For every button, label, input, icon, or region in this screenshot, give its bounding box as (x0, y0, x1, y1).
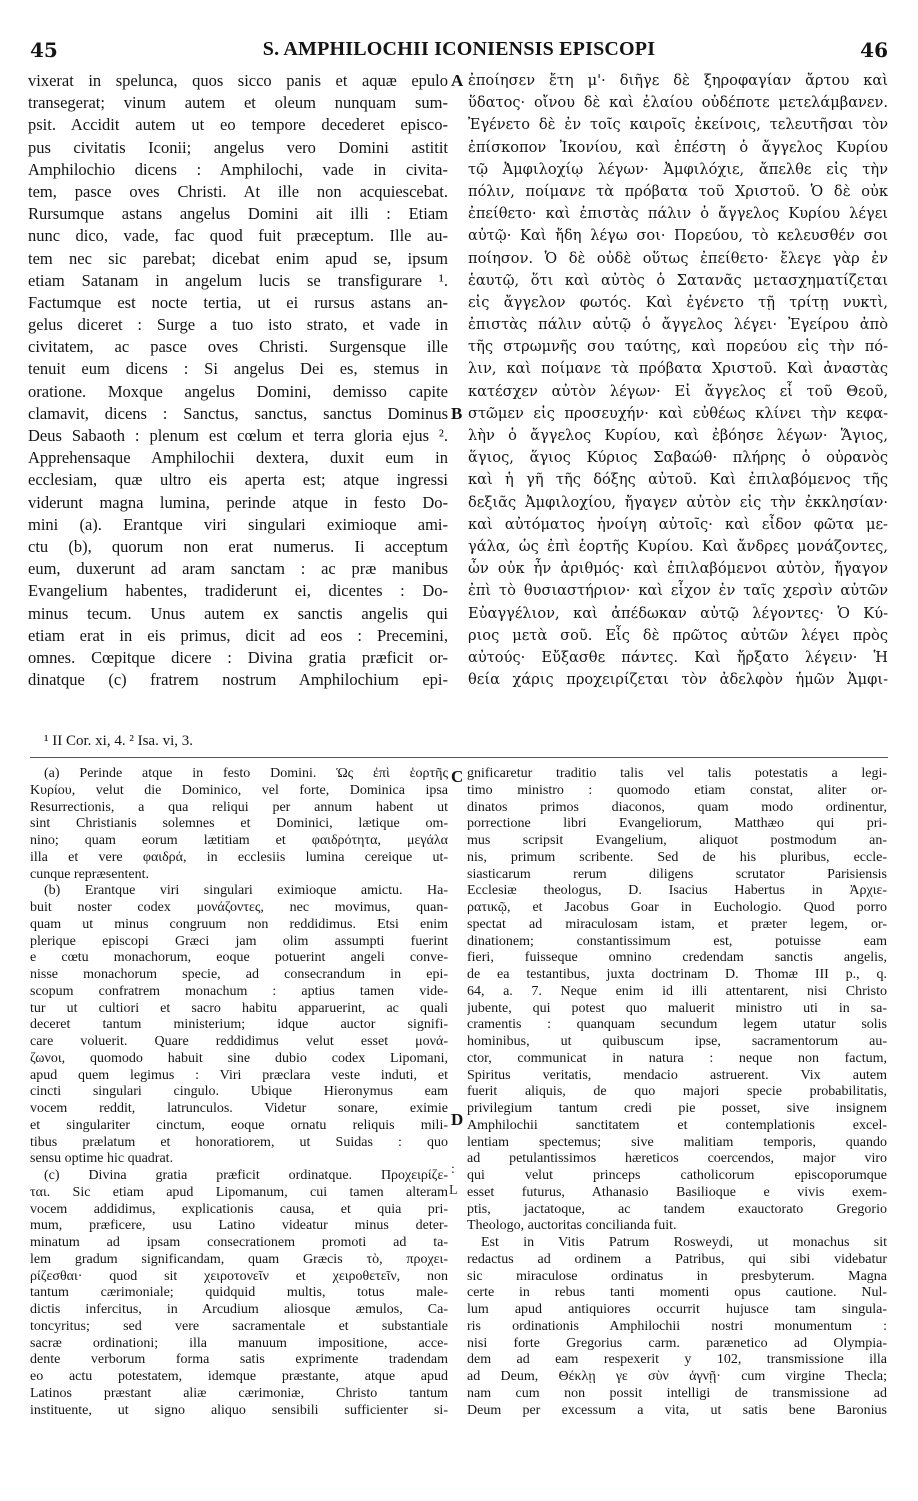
greek-line: καὶ ἡ γῆ τῆς δόξης αὐτοῦ. Καὶ ἐπιλαβόμενος τῆς (468, 471, 888, 489)
latin-line: Factumque est nocte tertia, ut ei rursus astans an- (28, 292, 448, 312)
note-line: tur ut cultiori et sacro habitu apparuerint, ac quali (30, 1000, 448, 1016)
greek-line: Ἐγένετο δὲ ἐν τοῖς καιροῖς ἐκείνοις, τελευτῆσαι τὸν (468, 116, 888, 134)
latin-line: ctu (b), quorum non erat numerus. Ii acceptum (28, 536, 448, 556)
latin-line: Amphilochio dicens : Amphilochi, vade in civita- (28, 159, 448, 179)
note-line: cramentis : quanquam secundum legem utatur solis (467, 1017, 887, 1033)
latin-line: etiam erat in eis primus, dicit ad eos : Precemini, (28, 625, 448, 645)
note-line: qui velut princeps catholicorum episcoporumque (467, 1168, 887, 1183)
greek-line: αὐτούς· Εὔξασθε πάντες. Καὶ ἤρξατο λέγειν· Ἡ (468, 648, 888, 666)
note-line: instituente, ut signo aliquo sensibili sufficienter si- (30, 1402, 448, 1418)
notes-divider (30, 757, 888, 758)
margin-marker-d: D (451, 1110, 464, 1129)
note-line: Κυρίου, velut die Dominico, vel forte, Dominica ipsa (30, 782, 448, 798)
latin-line: omnes. Cœpitque dicere : Divina gratia præficit or- (28, 647, 448, 667)
note-line: lentiam spectemus; sive malitiam temporis, quando (467, 1134, 887, 1150)
greek-line: στῶμεν εἰς προσευχήν· καὶ εὐθέως κλίνει τὴν κεφα- (468, 404, 888, 422)
note-line: ad Deum, Θέκλῃ γε σὺν ἁγνῇ· cum virgine Thecla; (467, 1369, 887, 1384)
stray-mark-l: L (449, 1183, 458, 1198)
greek-line: ποίησον. Ὁ δὲ οὐδὲ οὕτως ἐπείθετο· ἔλεγε γὰρ ἐν (468, 249, 888, 267)
note-line: sic miraculose ordinatus in presbyterum. Magna (467, 1268, 887, 1284)
note-line: jubente, qui potest quo maluerit ministro uti in sa- (467, 1000, 887, 1016)
note-line: mum, præficere, usu Latino videatur minus deter- (30, 1218, 448, 1234)
notes-left-column (30, 766, 448, 1419)
latin-line: Deus Sabaoth : plenum est cœlum et terra gloria ejus ². (28, 426, 448, 445)
latin-line: oratione. Moxque angelus Domini, demisso capite (28, 381, 448, 401)
latin-line: Apprehensaque Amphilochii dextera, duxit eum in (28, 448, 448, 468)
latin-line: nunc dico, vade, fac quod fuit præceptum. Ille au- (28, 226, 448, 246)
note-line: sacræ ordinationi; illa manuum impositione, acce- (30, 1335, 448, 1351)
note-line: hominibus, ut quibuscum ipse, sacramentorum au- (467, 1034, 887, 1049)
note-line: sint Christianis solemnes et Dominici, lætique om- (30, 816, 448, 832)
note-line: siasticarum rerum diligens scrutator Parisiensis (467, 866, 887, 882)
greek-line: ἐπίσκοπον Ἰκονίου, καὶ ἐπέστη ὁ ἄγγελος Κυρίου (468, 138, 888, 156)
greek-line: πόλιν, ποίμανε τὰ πρόβατα τοῦ Χριστοῦ. Ὁ δὲ οὐκ (468, 182, 888, 200)
note-line: sensu optime hic quadrat. (30, 1151, 174, 1167)
note-line: nisi forte Gregorius carm. parænetico ad Olympia- (467, 1335, 887, 1351)
latin-line: eum, duxerunt ad aram sanctam : ac præ manibus (28, 559, 448, 579)
note-line: quam ut minus congruum non reddidimus. Etsi enim (30, 916, 448, 932)
note-line: privilegium tantum credi pie posset, sive insignem (467, 1101, 887, 1116)
note-line: Latinos præstant aliæ cærimoniæ, Christo tantum (30, 1385, 448, 1401)
margin-marker-b: B (451, 404, 463, 423)
note-line: lem gradum significandam, quam Græcis τὸ, προχει- (30, 1251, 448, 1267)
note-line: ζωνοι, quomodo habuit sine dubio codex Lipomani, (30, 1050, 448, 1066)
greek-line: καὶ αὐτόματος ἠνοίγη αὐτοῖς· καὶ εἶδον φῶτα με- (468, 515, 888, 533)
note-line: illa et vere φαιδρά, in ecclesiis lumina cereique ut- (30, 849, 448, 865)
note-line: dinationem; constantissimum est, potuisse eam (467, 933, 887, 949)
note-line: (a) Perinde atque in festo Domini. Ὡς ἐπὶ ἑορτῆς (44, 766, 448, 781)
note-line: 64, a. 7. Neque enim id illi attentarent, nisi Christo (467, 983, 887, 999)
note-line: tantum cærimoniale; quidquid multis, totus male- (30, 1285, 448, 1301)
latin-line: gelus diceret : Surge a tuo isto strato, et vade in (28, 315, 448, 335)
note-line: spectat ad miraculosam istam, et præter legem, or- (467, 916, 887, 932)
latin-line: Evangelium habentes, tradiderunt ei, dicentes : Do- (28, 581, 448, 601)
note-line: ris ordinationis Amphilochii nostri monumentum : (467, 1318, 887, 1334)
note-line: vocem addidimus, explicationis causa, et quia pri- (30, 1201, 448, 1217)
note-line: redactus ad ordinem a Patribus, qui sibi videbatur (467, 1251, 887, 1267)
note-line: nisse monachorum specie, ad consecrandum in epi- (30, 967, 448, 982)
greek-line: κατέσχεν αὐτὸν λέγων· Εἰ ἄγγελος εἶ τοῦ Θεοῦ, (468, 382, 888, 400)
page-number-left: 45 (30, 38, 58, 62)
note-line: dem ad eam respexerit y 102, transmissione illa (467, 1352, 887, 1368)
greek-line: λὴν ὁ ἄγγελος Κυρίου, καὶ ἐβόησε λέγων· Ἅγιος, (468, 427, 888, 444)
greek-line: εἰς ἄγγελον φωτός. Καὶ ἐγένετο τῇ τρίτῃ νυκτὶ, (468, 293, 888, 311)
stray-mark-colon: : (451, 1162, 455, 1177)
note-line: tibus prælatum et honoratiorem, ut Suidas : quo (30, 1134, 448, 1150)
note-line: cunque repræsentent. (30, 866, 149, 882)
latin-line: ecclesiam, quæ ultro eis aperta est; atque ingressi (28, 470, 448, 490)
note-line: ptis, jactatoque, ac tandem exauctorato Gregorio (467, 1201, 887, 1217)
note-line: certe in rebus tanti momenti opus cautione. Nul- (467, 1285, 887, 1301)
note-line: e cœtu monachorum, eoque potuerint angeli conve- (30, 950, 448, 966)
page-number-right: 46 (860, 38, 888, 62)
note-line: dente verborum forma satis exprimente tradendam (30, 1352, 448, 1368)
note-line: ται. Sic etiam apud Lipomanum, cui tamen alteram (30, 1184, 448, 1200)
greek-line: ἐπὶ τὸ θυσιαστήριον· καὶ εἶχον ἐν ταῖς χερσὶν αὐτῶν (468, 582, 888, 600)
note-line: nis, primum scribente. Sed de his pluribus, eccle- (467, 849, 887, 865)
note-line: minatum ad ipsam consecrationem promoti ad ta- (30, 1235, 448, 1250)
note-line: dinatos primos diaconos, quam modo ordinentur, (467, 799, 887, 815)
note-line: et singulariter cinctum, eoque ornatu reliquis mili- (30, 1117, 448, 1133)
note-line: toncyritus; sed vere sacramentale et substantiale (30, 1318, 448, 1334)
note-line: nino; quam eorum lætitiam et φαιδρότητα, μεγάλα (30, 833, 448, 848)
greek-line: αὐτῷ· Καὶ ἤδη λέγω σοι· Πορεύου, τὸ κελευσθέν σοι (468, 227, 888, 245)
greek-line: τῷ Ἀμφιλοχίῳ λέγων· Ἀμφιλόχιε, ἄπελθε εἰς τὴν (468, 160, 888, 178)
note-line: Resurrectionis, a qua reliqui per annum habent ut (30, 799, 448, 815)
latin-line: minus tecum. Unus autem ex sanctis angelis qui (28, 603, 448, 623)
greek-line: ριος μετὰ σοῦ. Εἷς δὲ πρῶτος αὐτῶν λέγει πρὸς (468, 626, 888, 644)
greek-line: Εὐαγγέλιον, καὶ ἀπέδωκαν αὐτῷ λέγοντες· Ὁ Κύ- (468, 604, 888, 622)
greek-text-column (468, 70, 888, 691)
note-line: esset futurus, Athanasio Basilioque e vivis exem- (467, 1184, 887, 1200)
note-line: cincti singulari cingulo. Ubique Hieronymus eam (30, 1084, 448, 1100)
running-title: S. AMPHILOCHII ICONIENSIS EPISCOPI (262, 38, 656, 60)
margin-marker-a: A (451, 71, 464, 90)
note-line: lum apud antiquiores occurrit hujusce tam singula- (467, 1302, 887, 1317)
footnote-references: ¹ II Cor. xi, 4. ² Isa. vi, 3. (44, 733, 193, 749)
note-line: gnificaretur traditio talis vel talis potestatis a legi- (467, 766, 887, 781)
note-line: ρατικῷ, et Jacobus Goar in Euchologio. Quod porro (467, 900, 887, 915)
greek-line: ἐπείθετο· καὶ ἐπιστὰς πάλιν ὁ ἄγγελος Κυρίου λέγει (468, 205, 888, 223)
greek-line: ὧν οὐκ ἦν ἀριθμός· καὶ ἐπιλαβόμενοι αὐτὸν, ἤγαγον (468, 560, 888, 578)
latin-line: etiam Satanam in angelum lucis se transfigurare ¹. (28, 270, 448, 290)
latin-line: viderunt magna lumina, perinde atque in festo Do- (28, 492, 448, 512)
latin-line: tem nec sic parebat; dicebat enim apud se, ipsum (28, 248, 448, 268)
note-line: dictis infercitus, in Arcudium aliosque æmulos, Ca- (30, 1302, 448, 1317)
latin-line: dinatque (c) fratrem nostrum Amphilochium epi- (28, 670, 448, 690)
greek-line: ἑαυτῷ, ὅτι καὶ αὐτὸς ὁ Σατανᾶς μετασχηματίζεται (468, 271, 888, 289)
note-line: Ecclesiæ theologus, D. Isacius Habertus in Ἀρχιε- (467, 883, 887, 899)
note-line: ad petulantissimos hæreticos coercendos, major viro (467, 1151, 887, 1167)
note-line: Amphilochii sanctitatem et contemplationis excel- (467, 1117, 887, 1133)
note-line: (c) Divina gratia præficit ordinatque. Προχειρίζε- (44, 1168, 448, 1183)
latin-line: vixerat in spelunca, quos sicco panis et aquæ epulo (28, 71, 448, 90)
note-line: deceret tantum ministerium; idque auctor signifi- (30, 1017, 448, 1033)
greek-line: ἅγιος, ἅγιος Κύριος Σαβαώθ· πλήρης ὁ οὐρανὸς (468, 449, 888, 467)
margin-marker-c: C (451, 767, 464, 786)
latin-line: tem, pasce oves Christi. At ille non acquiescebat. (28, 181, 448, 201)
running-head (30, 38, 888, 64)
note-line: ctor, communicat in natura : neque non factum, (467, 1050, 887, 1066)
latin-text-column (28, 70, 448, 691)
notes-right-column (467, 766, 887, 1419)
note-line: eo actu potestatem, idemque præstante, atque apud (30, 1369, 448, 1384)
note-line: Deum per excessum a vita, ut satis bene Baronius (467, 1402, 887, 1418)
latin-line: mini (a). Erantque viri singulari eximioque ami- (28, 514, 448, 534)
greek-line: ὕδατος· οἴνου δὲ καὶ ἐλαίου οὐδέποτε μετελάμβανεν. (468, 94, 888, 112)
note-line: plerique episcopi Græci jam olim assumpti fuerint (30, 933, 448, 949)
note-line: mus scripsit Evangelium, aliquot postmodum an- (467, 833, 887, 848)
note-line: scopum confratrem monachum : aptius tamen vide- (30, 983, 448, 999)
note-line: buit noster codex μονάζοντες, nec movimus, quan- (30, 900, 448, 915)
note-line: apud quem legimus : Viri præclara veste induti, et (30, 1067, 448, 1083)
note-line: fuerit aliquis, de quo majori specie probabilitatis, (467, 1084, 887, 1100)
greek-line: τῆς στρωμνῆς σου ταύτης, καὶ πορεύου εἰς τὴν πό- (468, 338, 888, 356)
note-line: (b) Erantque viri singulari eximioque amictu. Ha- (44, 883, 448, 899)
note-line: de ea testantibus, juxta doctrinam D. Thomæ III p., q. (467, 967, 887, 982)
greek-line: ἐπιστὰς πάλιν αὐτῷ ὁ ἄγγελος λέγει· Ἐγείρου ἀπὸ (468, 316, 888, 334)
note-line: ρίζεσθαι· quod sit χειροτονεῖν et χειροθετεῖν, non (30, 1268, 448, 1284)
note-line: Theologo, auctoritas concilianda fuit. (467, 1218, 677, 1234)
note-line: porrectione libri Evangeliorum, Matthæo qui pri- (467, 816, 887, 832)
latin-line: tenuit eum dicens : Si angelus Dei es, stemus in (28, 359, 448, 379)
greek-line: λιν, καὶ ποίμανε τὰ πρόβατα Χριστοῦ. Καὶ ἀναστὰς (468, 360, 888, 378)
note-line: timo ministro : quomodo etiam constat, aliter or- (467, 782, 887, 798)
latin-line: transegerat; vinum autem et oleum nunquam sum- (28, 93, 448, 113)
note-line: vocem reddit, latrunculos. Videtur sonare, eximie (30, 1101, 448, 1116)
greek-line: δεξιᾶς Ἀμφιλοχίου, ἤγαγεν αὐτὸν εἰς τὴν ἐκκλησίαν· (468, 493, 888, 511)
note-line: Spiritus veritatis, mendacio astruerent. Vix autem (467, 1067, 887, 1083)
greek-line: ἐποίησεν ἔτη μ'· διῆγε δὲ ξηροφαγίαν ἄρτου καὶ (468, 72, 888, 89)
note-line: Est in Vitis Patrum Rosweydi, ut monachus sit (481, 1235, 887, 1250)
note-line: nam cum non possit intelligi de transmissione ad (467, 1385, 887, 1401)
greek-line: θεία χάρις προχειρίζεται τὸν ἀδελφὸν ἡμῶν Ἀμφι- (468, 671, 888, 689)
latin-line: Rursumque astans angelus Domini ait illi : Etiam (28, 204, 448, 224)
latin-line: clamavit, dicens : Sanctus, sanctus, sanctus Dominus (28, 403, 448, 423)
latin-line: pus civitatis Iconii; angelus vero Domini astitit (28, 137, 448, 157)
latin-line: civitatem, ac pasce oves Christi. Surgensque ille (28, 337, 448, 357)
note-line: care voluerit. Quare reddidimus velut esset μονά- (30, 1034, 448, 1049)
latin-line: psit. Accidit autem ut eo tempore decederet episco- (28, 115, 448, 135)
greek-line: γάλα, ὡς ἐπὶ ἑορτῆς Κυρίου. Καὶ ἄνδρες μονάζοντες, (468, 537, 888, 555)
note-line: fieri, fuisseque omnino credendam sanctis angelis, (467, 950, 887, 966)
